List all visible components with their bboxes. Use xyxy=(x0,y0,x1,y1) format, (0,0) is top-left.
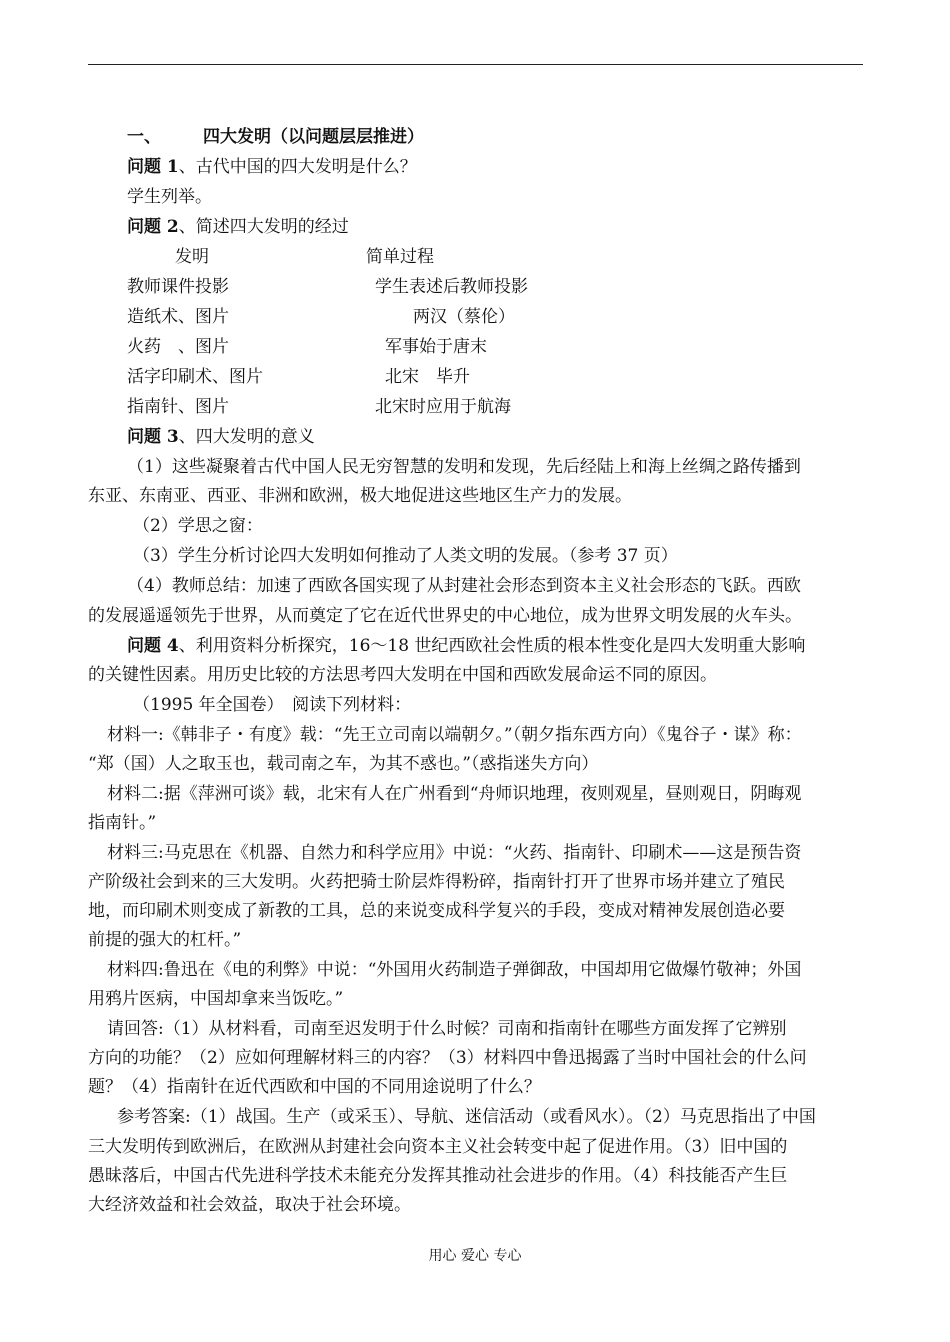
question-4-label: 问题 4 xyxy=(127,636,179,656)
table-row-5-process: 北宋时应用于航海 xyxy=(375,397,511,417)
question-1-text: 、古代中国的四大发明是什么？ xyxy=(178,157,417,177)
question-3-label: 问题 3 xyxy=(127,427,179,447)
answer-line-4: 大经济效益和社会效益，取决于社会环境。 xyxy=(88,1195,411,1215)
question-4-text: 、利用资料分析探究，16～18 世纪西欧社会性质的根本性变化是四大发明重大影响 xyxy=(178,636,806,656)
table-row-5-invention: 指南针、图片 xyxy=(127,397,229,417)
significance-4-line-2: 的发展遥遥领先于世界，从而奠定了它在近代世界史的中心地位，成为世界文明发展的火车头。 xyxy=(88,606,802,626)
section-title: 四大发明（以问题层层推进） xyxy=(203,127,424,147)
header-rule xyxy=(88,64,863,65)
question-1 xyxy=(127,156,417,178)
material-4-line-1: 材料四:鲁迅在《电的利弊》中说：“外国用火药制造子弹御敌，中国却用它做爆竹敬神；外国 xyxy=(107,960,802,980)
material-1-line-1: 材料一:《韩非子・有度》载：“先王立司南以端朝夕。”（朝夕指东西方向）《鬼谷子・谋》称： xyxy=(107,725,802,745)
answer-line-1: 参考答案:（1）战国。生产（或采玉）、导航、迷信活动（或看风水）。（2）马克思指出了中国 xyxy=(117,1107,816,1127)
question-2-label: 问题 2 xyxy=(127,217,179,237)
material-3-line-3: 地，而印刷术则变成了新教的工具，总的来说变成科学复兴的手段，变成对精神发展创造必要 xyxy=(88,901,785,921)
material-3-line-4: 前提的强大的杠杆。” xyxy=(88,930,242,950)
material-3-line-2: 产阶级社会到来的三大发明。火药把骑士阶层炸得粉碎，指南针打开了世界市场并建立了殖民 xyxy=(88,872,785,892)
questions-line-3: 题？（4）指南针在近代西欧和中国的不同用途说明了什么？ xyxy=(88,1077,541,1097)
questions-line-1: 请回答:（1）从材料看，司南至迟发明于什么时候？司南和指南针在哪些方面发挥了它辨别 xyxy=(107,1019,787,1039)
table-row-2-process: 两汉（蔡伦） xyxy=(413,307,515,327)
question-1-label: 问题 1 xyxy=(127,157,179,177)
exam-source: （1995 年全国卷） 阅读下列材料： xyxy=(133,695,412,715)
question-1-answer: 学生列举。 xyxy=(127,187,212,207)
page-footer: 用心 爱心 专心 xyxy=(428,1248,522,1264)
significance-1-line-1: （1）这些凝聚着古代中国人民无穷智慧的发明和发现，先后经陆上和海上丝绸之路传播到 xyxy=(127,457,801,477)
question-2-text: 、简述四大发明的经过 xyxy=(178,217,349,237)
table-row-1-process: 学生表述后教师投影 xyxy=(375,277,528,297)
material-2-line-2: 指南针。” xyxy=(88,813,157,833)
section-number: 一、 xyxy=(127,127,161,147)
questions-line-2: 方向的功能？（2）应如何理解材料三的内容？（3）材料四中鲁迅揭露了当时中国社会的什么问 xyxy=(88,1048,807,1068)
table-row-3-invention: 火药 、图片 xyxy=(127,337,229,357)
significance-3: （3）学生分析讨论四大发明如何推动了人类文明的发展。（参考 37 页） xyxy=(133,546,678,566)
answer-line-2: 三大发明传到欧洲后，在欧洲从封建社会向资本主义社会转变中起了促进作用。（3）旧中国的 xyxy=(88,1137,788,1157)
question-4-line-2: 的关键性因素。用历史比较的方法思考四大发明在中国和西欧发展命运不同的原因。 xyxy=(88,665,717,685)
material-4-line-2: 用鸦片医病，中国却拿来当饭吃。” xyxy=(88,989,344,1009)
question-3-text: 、四大发明的意义 xyxy=(178,427,315,447)
table-header-invention: 发明 xyxy=(175,247,209,267)
significance-2: （2）学思之窗： xyxy=(133,516,263,536)
table-row-4-process: 北宋 毕升 xyxy=(385,367,470,387)
table-header-process: 简单过程 xyxy=(366,247,434,267)
table-row-2-invention: 造纸术、图片 xyxy=(127,307,229,327)
answer-line-3: 愚昧落后，中国古代先进科学技术未能充分发挥其推动社会进步的作用。（4）科技能否产生巨 xyxy=(88,1166,788,1186)
question-4-line-1 xyxy=(127,635,805,657)
material-2-line-1: 材料二:据《萍洲可谈》载，北宋有人在广州看到“舟师识地理，夜则观星，昼则观日，阴晦观 xyxy=(107,784,802,804)
significance-1-line-2: 东亚、东南亚、西亚、非洲和欧洲，极大地促进这些地区生产力的发展。 xyxy=(88,486,632,506)
question-3 xyxy=(127,426,315,448)
table-row-1-invention: 教师课件投影 xyxy=(127,277,229,297)
table-row-4-invention: 活字印刷术、图片 xyxy=(127,367,263,387)
table-row-3-process: 军事始于唐末 xyxy=(385,337,487,357)
material-1-line-2: “郑（国）人之取玉也，载司南之车，为其不惑也。”（惑指迷失方向） xyxy=(88,754,599,774)
material-3-line-1: 材料三:马克思在《机器、自然力和科学应用》中说：“火药、指南针、印刷术——这是预告资 xyxy=(107,843,802,863)
question-2 xyxy=(127,216,349,238)
significance-4-line-1: （4）教师总结：加速了西欧各国实现了从封建社会形态到资本主义社会形态的飞跃。西欧 xyxy=(127,576,801,596)
